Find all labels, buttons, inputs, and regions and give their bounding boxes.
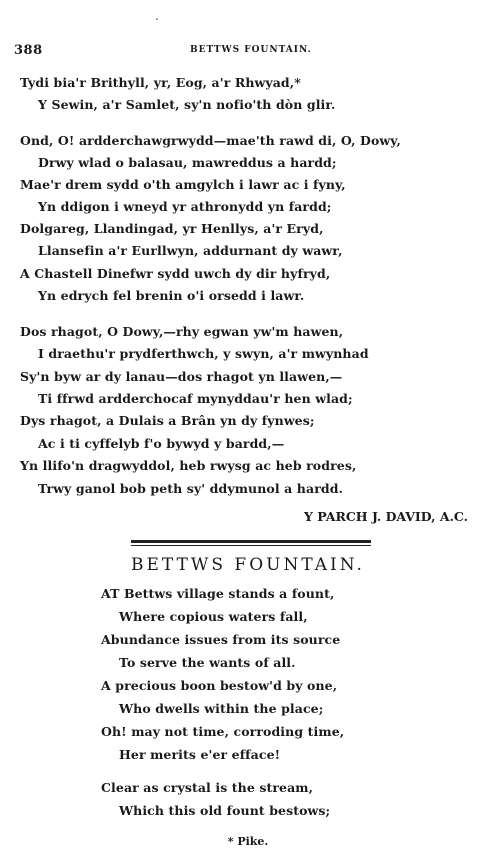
poem-line: Which this old fount bestows; [119,803,331,818]
poem-line: Where copious waters fall, [119,609,308,624]
poem-line: Clear as crystal is the stream, [101,780,314,795]
section-divider [131,540,371,543]
poem-line: Abundance issues from its source [101,632,341,647]
poem-line: Who dwells within the place; [119,701,324,716]
poem-line: I draethu'r prydferthwch, y swyn, a'r mwynhad [38,346,369,361]
poem-line: Llansefin a'r Eurllwyn, addurnant dy wawr, [38,243,343,258]
poem-line: AT Bettws village stands a fount, [101,586,335,601]
footnote: * Pike. [227,835,269,848]
poem-line: Dos rhagot, O Dowy,—rhy egwan yw'm hawen, [20,324,344,339]
poem-title: BETTWS FOUNTAIN. [131,555,365,575]
poem-line: Yn edrych fel brenin o'i orsedd i lawr. [38,288,305,303]
poem-line: Mae'r drem sydd o'th amgylch i lawr ac i fyny, [20,177,346,192]
page-number: 388 [14,43,43,58]
poem-line: Trwy ganol bob peth sy' ddymunol a hardd. [38,481,344,496]
poem-line: Dolgareg, Llandingad, yr Henllys, a'r Eryd, [20,221,324,236]
paper-speck [156,18,158,20]
poem-line: Oh! may not time, corroding time, [101,724,345,739]
poem-line: Ond, O! ardderchawgrwydd—mae'th rawd di, O, Dowy, [20,133,401,148]
poem-line: Sy'n byw ar dy lanau—dos rhagot yn llawen,— [20,369,343,384]
poem-line: Yn ddigon i wneyd yr athronydd yn fardd; [38,199,332,214]
poem-line: Ac i ti cyffelyb f'o bywyd y bardd,— [38,436,285,451]
running-head: BETTWS FOUNTAIN. [190,45,312,55]
poem-line: Drwy wlad o balasau, mawreddus a hardd; [38,155,337,170]
poem-attribution: Y PARCH J. DAVID, A.C. [303,509,468,524]
poem-line: To serve the wants of all. [119,655,296,670]
poem-line: Yn llifo'n dragwyddol, heb rwysg ac heb rodres, [20,458,357,473]
poem-line: Her merits e'er efface! [119,747,281,762]
poem-line: Y Sewin, a'r Samlet, sy'n nofio'th dòn glir. [38,97,336,112]
poem-line: Ti ffrwd ardderchocaf mynyddau'r hen wlad; [38,391,353,406]
poem-line: A Chastell Dinefwr sydd uwch dy dir hyfryd, [20,266,331,281]
poem-line: Tydi bia'r Brithyll, yr, Eog, a'r Rhwyad,* [20,75,301,90]
poem-line: Dys rhagot, a Dulais a Brân yn dy fynwes; [20,413,315,428]
poem-line: A precious boon bestow'd by one, [101,678,338,693]
section-divider-thin [131,545,371,546]
